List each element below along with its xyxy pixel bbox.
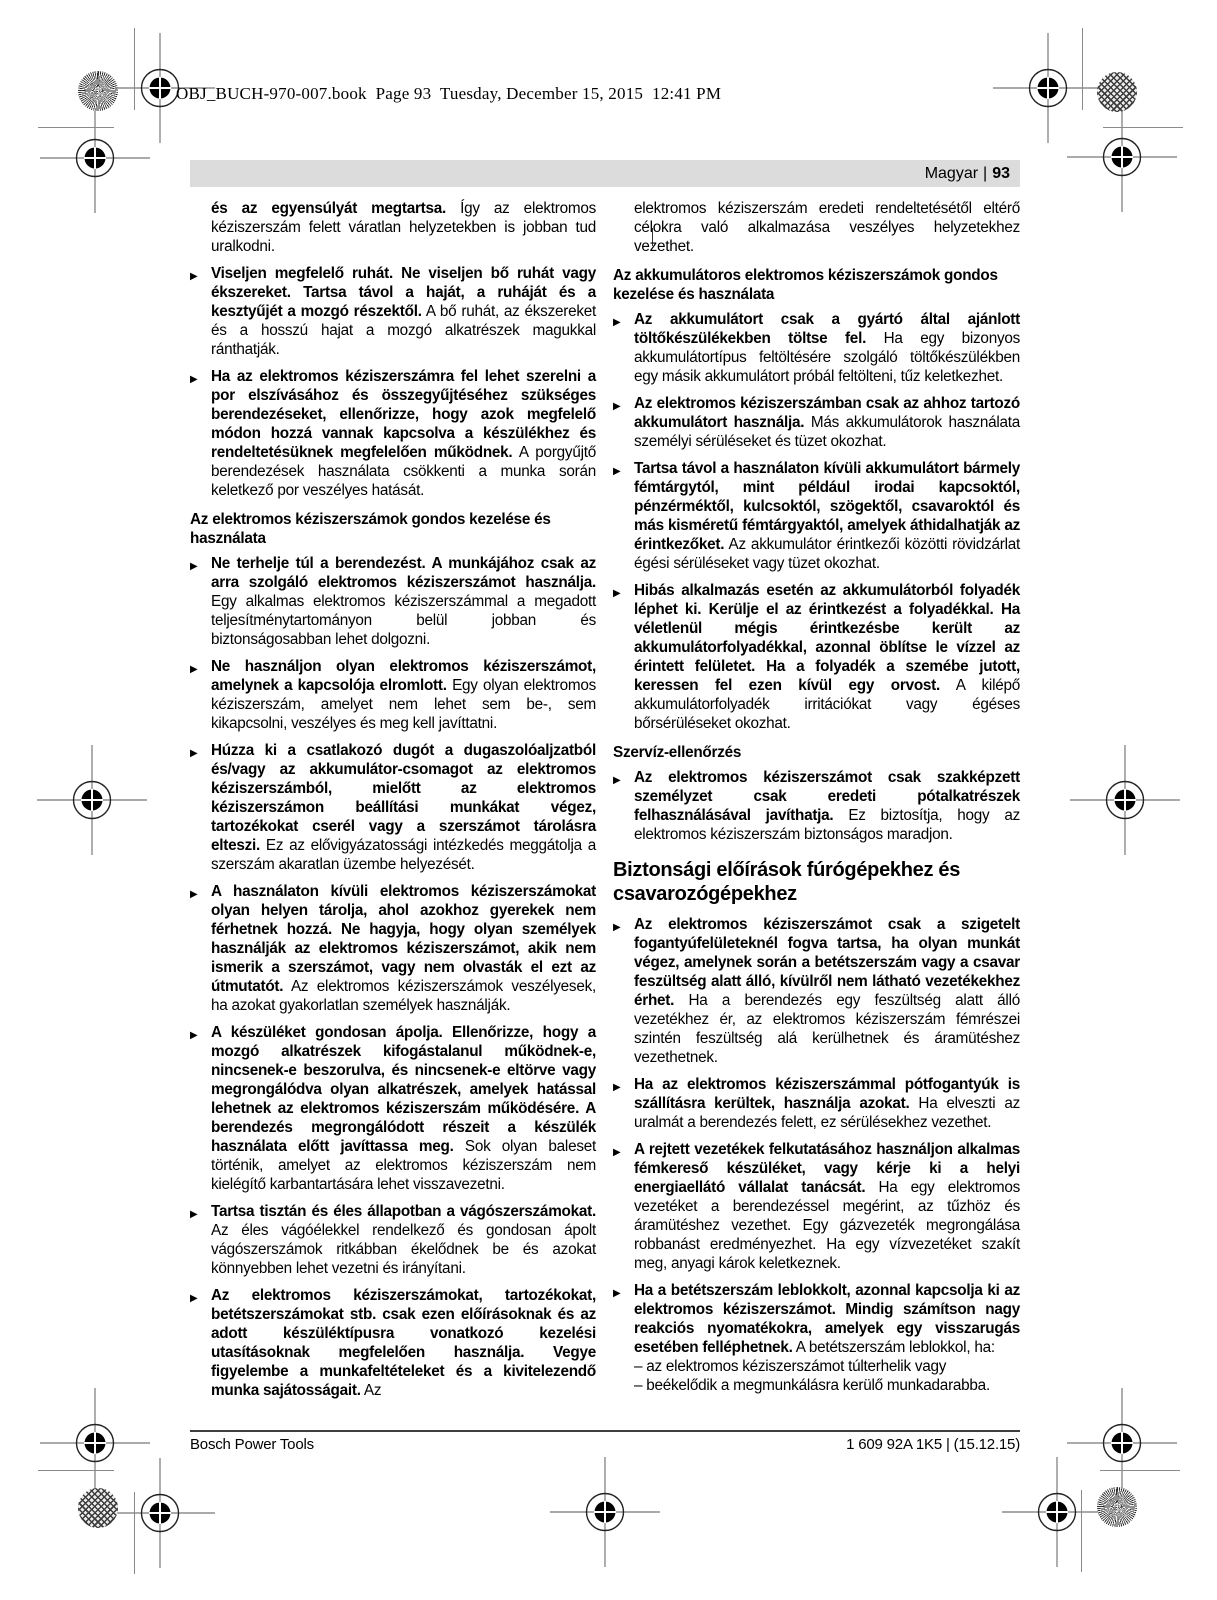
bullet-text: Ne használjon olyan elektromos kéziszerszámot, amelynek a kapcsolója elromlott. Egy olyan elektromos kéziszerszám, amelyet nem lehet sem be-, sem kikapcsolni, veszélyes és meg kell javíttatni. [211,658,596,732]
section-subheading: Az akkumulátoros elektromos kéziszerszámok gondos kezelése és használata [613,267,998,303]
page-footer [190,1436,1020,1453]
bullet-bold-text: Hibás alkalmazás esetén az akkumulátorból folyadék léphet ki. Kerülje el az érintkezést a folyadékkal. Ha véletlenül mégis érintkezésbe került az akkumulátorfolyadékkal, azonnal öblítse le vízzel az érintett felületet. Ha a folyadék a szemébe jutott, keressen fel ezen kívül egy orvost. [634,582,1020,694]
bullet-text: Tartsa tisztán és éles állapotban a vágószerszámokat. Az éles vágóélekkel rendelkező és gondosan ápolt vágószerszámok ritkábban ékelődnek be és azokat könnyebben lehet vezetni és irányítani. [211,1203,596,1277]
bullet-arrow-icon: ▶ [190,1209,198,1220]
bullet-bold-text: Ha az elektromos kéziszerszámmal pótfogantyúk is szállításra kerültek, használja azokat. [634,1076,1020,1112]
bullet-bold-text: Az elektromos kéziszerszámot csak szakképzett személyzet csak eredeti pótalkatrészek felhasználásával javíthatja. [634,769,1020,824]
trim-line [1081,1490,1082,1572]
bullet-text: Az akkumulátort csak a gyártó által ajánlott töltőkészülékekben töltse fel. Ha egy bizonyos akkumulátortípus feltöltésére szolgáló töltőkészülékben egy másik akkumulátort próbál feltölteni, tűz keletkezhet. [634,311,1021,385]
safety-bullet-item [613,310,1020,386]
bullet-text: Hibás alkalmazás esetén az akkumulátorból folyadék léphet ki. Kerülje el az érintkezést a folyadékkal. Ha véletlenül mégis érintkezésbe került az akkumulátorfolyadékkal, azonnal öblítse le vízzel az érintett felületet. Ha a folyadék a szemébe jutott, keressen fel ezen kívül egy orvost. A kilépő akkumulátorfolyadék irritációkat vagy égéses bőrsérüléseket okozhat. [634,582,1021,732]
safety-bullet-item [613,581,1020,733]
bullet-bold-text: Ha a betétszerszám leblokkolt, azonnal kapcsolja ki az elektromos kéziszerszámot. Mindig számítson nagy reakciós nyomatékokra, amelyek egy visszarugás esetében felléphetnek. [634,1282,1020,1356]
bullet-arrow-icon: ▶ [613,922,621,933]
bullet-text: Ha az elektromos kéziszerszámmal pótfogantyúk is szállításra kerültek, használja azokat. Ha elveszti az uralmát a berendezés felett, ez sérülésekhez vezethet. [634,1076,1020,1131]
safety-bullet-item [613,1075,1020,1132]
bullet-text: Ha a betétszerszám leblokkolt, azonnal kapcsolja ki az elektromos kéziszerszámot. Mindig számítson nagy reakciós nyomatékokra, amelyek egy visszarugás esetében felléphetnek. A betétszerszám leblokkol, ha: – az elektromos kéziszerszámot túlterhelik vagy – beékelődik a megmunkálásra kerülő munkadarabba. [634,1282,1020,1394]
bullet-bold-text: Ha az elektromos kéziszerszámra fel lehet szerelni a por elszívásához és összegyűjtéséhez szükséges berendezéseket, ellenőrizze, hogy azok megfelelő módon hozzá vannak kapcsolva a készülékhez és rendeltetésüknek megfelelően működnek. [211,368,596,461]
bullet-text: Tartsa távol a használaton kívüli akkumulátort bármely fémtárgytól, mint például irodai kapcsoktól, pénzérméktől, kulcsoktól, szögektől, csavaroktól és más kisméretű fémtárgyaktól, amelyek áthidalhatják az érintkezőket. Az akkumulátor érintkezői közötti rövidzárlat égési sérüléseket vagy tüzet okozhat. [634,460,1020,572]
bullet-text: A használaton kívüli elektromos kéziszerszámokat olyan helyen tárolja, ahol azokhoz gyerekek nem férhetnek hozzá. Ne hagyja, hogy olyan személyek használják az elektromos kéziszerszámot, akik nem ismerik a szerszámot, vagy nem olvasták el ezt az útmutatót. Az elektromos kéziszerszámok veszélyesek, ha azokat gyakorlatlan személyek használják. [211,883,596,1014]
bullet-bold-text: Ne terhelje túl a berendezést. A munkájához csak az arra szolgáló elektromos kéziszerszámot használja. [211,555,596,591]
continuation-paragraph: és az egyensúlyát megtartsa. Így az elektromos kéziszerszám felett váratlan helyzetekben is jobban tud uralkodni. [211,200,596,255]
safety-bullet-item [190,1286,596,1400]
bullet-arrow-icon: ▶ [190,374,198,385]
trim-line [38,127,114,128]
halftone-checker-icon [1097,72,1137,112]
document-header-note: OBJ_BUCH-970-007.book Page 93 Tuesday, December 15, 2015 12:41 PM [176,84,722,103]
bullet-arrow-icon: ▶ [190,561,198,572]
bullet-text: Az elektromos kéziszerszámban csak az ahhoz tartozó akkumulátort használja. Más akkumulátorok használata személyi sérüléseket és tüzet okozhat. [634,395,1020,450]
bullet-bold-text: Ne használjon olyan elektromos kéziszerszámot, amelynek a kapcsolója elromlott. [211,658,596,694]
registration-mark-icon [37,745,147,855]
halftone-checker-icon [78,1488,118,1528]
section-subheading: Az elektromos kéziszerszámok gondos kezelése és használata [190,511,551,547]
safety-bullet-item [190,1023,596,1194]
bullet-arrow-icon: ▶ [613,588,621,599]
bullet-bold-text: A rejtett vezetékek felkutatásához használjon alkalmas fémkereső készüléket, vagy kérje ki a helyi energiaellátó vállalat tanácsát. [634,1141,1020,1196]
registration-mark-icon [1067,102,1177,212]
bullet-arrow-icon: ▶ [190,889,198,900]
safety-bullet-item [190,741,596,874]
bullet-text: Ha az elektromos kéziszerszámra fel lehet szerelni a por elszívásához és összegyűjtéséhez szükséges berendezéseket, ellenőrizze, hogy azok megfelelő módon hozzá vannak kapcsolva a készülékhez és rendeltetésüknek megfelelően működnek. A porgyűjtő berendezések használata csökkenti a munka során keletkező por veszélyes hatását. [211,368,596,499]
safety-bullet-item [190,657,596,733]
halftone-sunburst-icon [78,71,118,111]
trim-line [38,1470,114,1471]
safety-bullet-item [613,768,1020,844]
safety-bullet-item [190,367,596,500]
safety-bullet-item [190,264,596,359]
bullet-bold-text: Tartsa távol a használaton kívüli akkumulátort bármely fémtárgytól, mint például irodai kapcsoktól, pénzérméktől, kulcsoktól, szögektől, csavaroktól és más kisméretű fémtárgyaktól, amelyek áthidalhatják az érintkezőket. [634,460,1020,553]
bullet-bold-text: Az elektromos kéziszerszámban csak az ahhoz tartozó akkumulátort használja. [634,395,1020,431]
bullet-bold-text: Az elektromos kéziszerszámot csak a szigetelt fogantyúfelületeknél fogva tartsa, ha olyan munkát végez, amelynek során a betétszerszám vagy a csavar feszültség alatt álló, kívülről nem látható vezetékekhez érhet. [634,916,1020,1009]
halftone-sunburst-icon [1097,1487,1137,1527]
bullet-arrow-icon: ▶ [613,317,621,328]
bullet-arrow-icon: ▶ [613,466,621,477]
right-column [613,199,1020,1403]
bullet-text: Az elektromos kéziszerszámot csak szakképzett személyzet csak eredeti pótalkatrészek felhasználásával javíthatja. Ez biztosítja, hogy az elektromos kéziszerszám biztonságos maradjon. [634,769,1020,843]
trim-line [1082,28,1083,110]
registration-mark-icon [40,1388,150,1498]
language-label: Magyar [924,164,979,182]
bullet-arrow-icon: ▶ [190,271,198,282]
bullet-arrow-icon: ▶ [613,1082,621,1093]
section-heading-large: Biztonsági előírások fúrógépekhez és csavarozógépekhez [613,859,961,905]
safety-bullet-item [613,459,1020,573]
bullet-arrow-icon: ▶ [613,775,621,786]
continuation-paragraph: elektromos kéziszerszám eredeti rendeltetésétől eltérő célokra való alkalmazása veszélyes helyzetekhez vezethet. [634,200,1020,255]
section-subheading: Szervíz-ellenőrzés [613,744,742,761]
trim-line [1103,127,1183,128]
trim-line [134,28,135,110]
registration-mark-icon [105,1458,215,1568]
safety-bullet-item [613,394,1020,451]
bullet-arrow-icon: ▶ [613,1288,621,1299]
bullet-bold-text: Az akkumulátort csak a gyártó által ajánlott töltőkészülékekben töltse fel. [634,311,1020,347]
bullet-text: Ne terhelje túl a berendezést. A munkájához csak az arra szolgáló elektromos kéziszerszámot használja. Egy alkalmas elektromos kéziszerszámmal a megadott teljesítménytartományon belül jobban és biztonságosabban lehet dolgozni. [211,555,596,648]
dash-list-item: – az elektromos kéziszerszámot túlterhelik vagy [634,1358,947,1375]
bullet-arrow-icon: ▶ [190,1030,198,1041]
bullet-text: Húzza ki a csatlakozó dugót a dugaszolóaljzatból és/vagy az akkumulátor-csomagot az elektromos kéziszerszámból, mielőtt az elektromos kéziszerszámon beállítási munkákat végez, tartozékokat cserél vagy a szerszámot tárolásra elteszi. Ez az elővigyázatossági intézkedés meggátolja a szerszám akaratlan üzembe helyezését. [211,742,596,873]
bullet-bold-text: A készüléket gondosan ápolja. Ellenőrizze, hogy a mozgó alkatrészek kifogástalanul működnek-e, nincsenek-e beszorulva, és nincsenek-e eltörve vagy megrongálódva olyan alkatrészek, amelyek hatással lehetnek az elektromos kéziszerszám működésére. A berendezés megrongálódott részeit a készülék használata előtt javíttassa meg. [211,1024,596,1155]
bullet-arrow-icon: ▶ [613,1147,621,1158]
bullet-text: Az elektromos kéziszerszámot csak a szigetelt fogantyúfelületeknél fogva tartsa, ha olyan munkát végez, amelynek során a betétszerszám vagy a csavar feszültség alatt álló, kívülről nem látható vezetékekhez érhet. Ha a berendezés egy feszültség alatt álló vezetékhez ér, az elektromos kéziszerszám fémrészei szintén feszültség alá kerülhetnek és áramütéshez vezethetnek. [634,916,1020,1066]
trim-line [1100,1470,1180,1471]
bullet-bold-text: Viseljen megfelelő ruhát. Ne viseljen bő ruhát vagy ékszereket. Tartsa távol a haját, a ruháját és a kesztyűjét a mozgó részektől. [211,265,596,320]
registration-mark-icon [993,33,1103,143]
dash-list-item: – beékelődik a megmunkálásra kerülő munkadarabba. [634,1377,990,1394]
paragraph-bold-text: és az egyensúlyát megtartsa. [211,200,447,217]
header-separator: | [983,164,988,182]
left-column [190,199,596,1408]
registration-mark-icon [40,103,150,213]
registration-mark-icon [1067,1388,1177,1498]
safety-bullet-item [190,554,596,649]
safety-bullet-item [190,882,596,1015]
trim-line [134,1492,135,1574]
registration-mark-icon [550,1457,660,1567]
footer-rule [190,1430,1020,1432]
safety-bullet-item [190,1202,596,1278]
bullet-bold-text: Az elektromos kéziszerszámokat, tartozékokat, betétszerszámokat stb. csak ezen előírásoknak és az adott készüléktípusra vonatkozó kezelési utasításoknak megfelelően használja. Vegye figyelembe a munkafeltételeket és a kivitelezendő munka sajátosságait. [211,1287,596,1399]
bullet-text: A rejtett vezetékek felkutatásához használjon alkalmas fémkereső készüléket, vagy kérje ki a helyi energiaellátó vállalat tanácsát. Ha egy elektromos vezetéket a berendezéssel megérint, az tűzhöz és áramütéshez vezethet. Egy gázvezeték megrongálása robbanást eredményezhet. Ha egy vízvezetéket szakít meg, anyagi károk keletkeznek. [634,1141,1021,1272]
bullet-text: A készüléket gondosan ápolja. Ellenőrizze, hogy a mozgó alkatrészek kifogástalanul működnek-e, nincsenek-e beszorulva, és nincsenek-e eltörve vagy megrongálódva olyan alkatrészek, amelyek hatással lehetnek az elektromos kéziszerszám működésére. A berendezés megrongálódott részeit a készülék használata előtt javíttassa meg. Sok olyan baleset történik, amelyet az elektromos kéziszerszám nem kielégítő karbantartására lehet visszavezetni. [211,1024,596,1193]
page-number: 93 [992,164,1010,182]
bullet-arrow-icon: ▶ [190,748,198,759]
footer-brand: Bosch Power Tools [190,1436,314,1453]
page-header-bar [190,160,1020,187]
footer-document-code: 1 609 92A 1K5 | (15.12.15) [846,1436,1020,1453]
bullet-bold-text: Tartsa tisztán és éles állapotban a vágószerszámokat. [211,1203,596,1220]
bullet-bold-text: Húzza ki a csatlakozó dugót a dugaszolóaljzatból és/vagy az akkumulátor-csomagot az elektromos kéziszerszámból, mielőtt az elektromos kéziszerszámon beállítási munkákat végez, tartozékokat cserél vagy a szerszámot tárolásra elteszi. [211,742,596,854]
registration-mark-icon [1070,745,1180,855]
bullet-arrow-icon: ▶ [190,1293,198,1304]
bullet-arrow-icon: ▶ [190,664,198,675]
bullet-bold-text: A használaton kívüli elektromos kéziszerszámokat olyan helyen tárolja, ahol azokhoz gyerekek nem férhetnek hozzá. Ne hagyja, hogy olyan személyek használják az elektromos kéziszerszámot, akik nem ismerik a szerszámot, vagy nem olvasták el ezt az útmutatót. [211,883,596,995]
bullet-text: Az elektromos kéziszerszámokat, tartozékokat, betétszerszámokat stb. csak ezen előírásoknak és az adott készüléktípusra vonatkozó kezelési utasításoknak megfelelően használja. Vegye figyelembe a munkafeltételeket és a kivitelezendő munka sajátosságait. Az [211,1287,596,1399]
bullet-arrow-icon: ▶ [613,401,621,412]
registration-mark-icon [1002,1457,1112,1567]
bullet-text: Viseljen megfelelő ruhát. Ne viseljen bő ruhát vagy ékszereket. Tartsa távol a haját, a ruháját és a kesztyűjét a mozgó részektől. A bő ruhát, az ékszereket és a hosszú hajat a mozgó alkatrészek magukkal ránthatják. [211,265,596,358]
safety-bullet-item [613,1140,1020,1273]
safety-bullet-item [613,915,1020,1067]
safety-bullet-item [613,1281,1020,1395]
